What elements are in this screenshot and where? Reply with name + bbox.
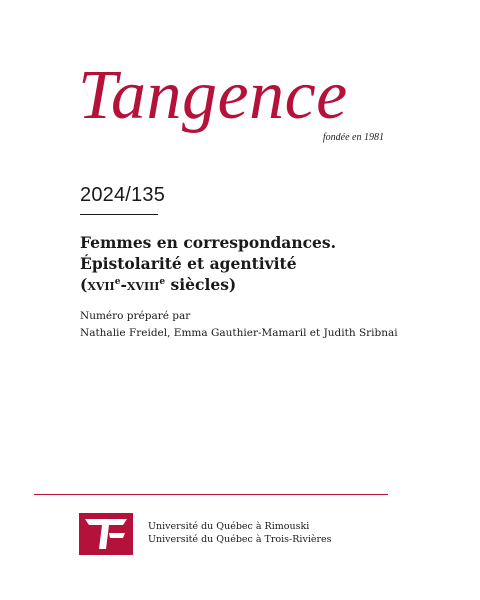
century-seventeenth-sup: e — [114, 277, 121, 287]
publisher-item: Université du Québec à Trois-Rivières — [148, 534, 332, 545]
issue-title-line-1: Femmes en correspondances. — [80, 233, 337, 252]
uq-logo-icon — [79, 513, 133, 555]
publisher-item: Université du Québec à Rimouski — [148, 521, 310, 532]
issue-title-siecles: siècles) — [165, 275, 237, 294]
issue-number-underline — [80, 214, 158, 215]
issue-number: 2024/135 — [80, 184, 166, 206]
footer-divider — [34, 494, 388, 495]
issue-title-line-3 — [80, 274, 410, 295]
prepared-by-label: Numéro préparé par — [80, 310, 191, 322]
issue-title — [80, 232, 410, 295]
century-eighteenth-sup: e — [159, 277, 166, 287]
journal-tagline: fondée en 1981 — [322, 132, 384, 143]
editors-block — [80, 308, 398, 342]
issue-title-paren: ( — [80, 275, 88, 294]
issue-title-dash: - — [120, 275, 127, 294]
century-seventeenth: xvii — [87, 275, 115, 294]
publisher-list — [148, 520, 332, 546]
uq-logo-bar — [109, 533, 125, 538]
journal-title: Tangence — [78, 57, 348, 134]
masthead — [78, 56, 390, 146]
editors-names: Nathalie Freidel, Emma Gauthier-Mamaril et Judith Sribnai — [80, 327, 398, 339]
issue-title-line-2: Épistolarité et agentivité — [80, 254, 297, 273]
century-eighteenth: xviii — [126, 275, 160, 294]
